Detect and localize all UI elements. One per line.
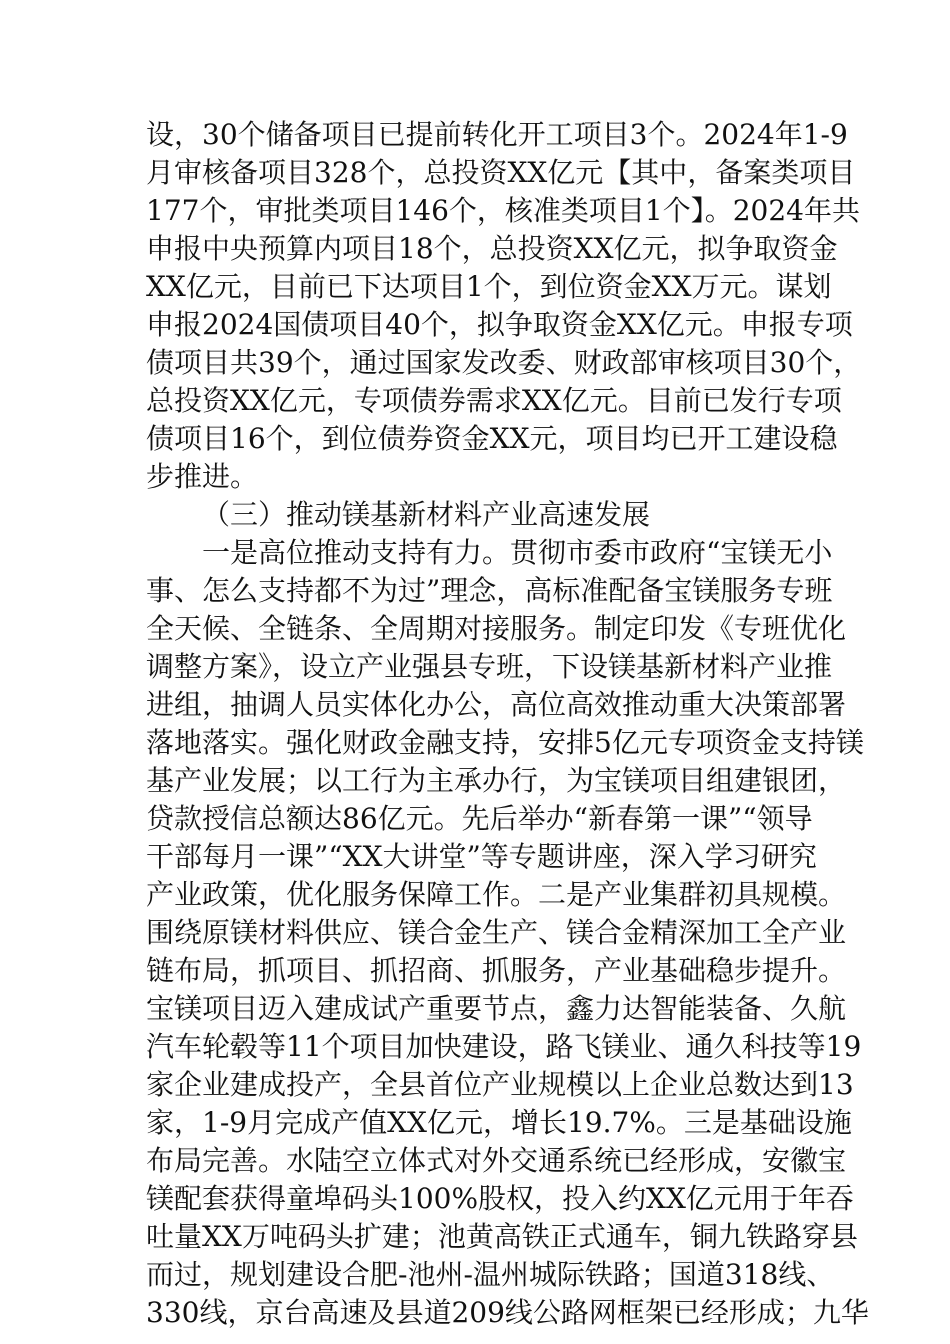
text-line: 贷款授信总额达86亿元。先后举办“新春第一课”“领导 bbox=[146, 802, 813, 835]
text-line: 基产业发展；以工行为主承办行，为宝镁项目组建银团， bbox=[146, 764, 847, 797]
section-heading: （三）推动镁基新材料产业高速发展 bbox=[202, 498, 651, 531]
text-line: 产业政策，优化服务保障工作。二是产业集群初具规模。 bbox=[146, 878, 847, 911]
text-line: 干部每月一课”“XX大讲堂”等专题讲座，深入学习研究 bbox=[146, 840, 817, 873]
text-line: 链布局，抓项目、抓招商、抓服务，产业基础稳步提升。 bbox=[146, 954, 847, 987]
text-line: 申报2024国债项目40个，拟争取资金XX亿元。申报专项 bbox=[146, 308, 853, 341]
text-line: 调整方案》，设立产业强县专班，下设镁基新材料产业推 bbox=[146, 650, 833, 683]
text-line: 家企业建成投产，全县首位产业规模以上企业总数达到13 bbox=[146, 1068, 854, 1101]
text-line: 事、怎么支持都不为过”理念，高标准配备宝镁服务专班 bbox=[146, 574, 833, 607]
text-line: 进组，抽调人员实体化办公，高位高效推动重大决策部署 bbox=[146, 688, 847, 721]
text-line: 月审核备项目328个，总投资XX亿元【其中，备案类项目 bbox=[146, 156, 856, 189]
text-line: 债项目共39个，通过国家发改委、财政部审核项目30个， bbox=[146, 346, 862, 379]
text-line: 吐量XX万吨码头扩建；池黄高铁正式通车，铜九铁路穿县 bbox=[146, 1220, 858, 1253]
text-line: 围绕原镁材料供应、镁合金生产、镁合金精深加工全产业 bbox=[146, 916, 847, 949]
text-line: 设，30个储备项目已提前转化开工项目3个。2024年1-9 bbox=[146, 118, 848, 151]
text-line: 177个，审批类项目146个，核准类项目1个】。2024年共 bbox=[146, 194, 860, 227]
text-line: 总投资XX亿元，专项债券需求XX亿元。目前已发行专项 bbox=[146, 384, 842, 417]
text-line: 330线，京台高速及县道209线公路网框架已经形成；九华 bbox=[146, 1296, 869, 1329]
text-line: 宝镁项目迈入建成试产重要节点，鑫力达智能装备、久航 bbox=[146, 992, 847, 1025]
text-line: 家，1-9月完成产值XX亿元，增长19.7%。三是基础设施 bbox=[146, 1106, 852, 1139]
text-line: 债项目16个，到位债券资金XX元，项目均已开工建设稳 bbox=[146, 422, 838, 455]
text-line: 落地落实。强化财政金融支持，安排5亿元专项资金支持镁 bbox=[146, 726, 864, 759]
text-line: 镁配套获得童埠码头100%股权，投入约XX亿元用于年吞 bbox=[146, 1182, 854, 1215]
text-line: 而过，规划建设合肥-池州-温州城际铁路；国道318线、 bbox=[146, 1258, 835, 1291]
text-line: 全天候、全链条、全周期对接服务。制定印发《专班优化 bbox=[146, 612, 847, 645]
text-line: 步推进。 bbox=[146, 460, 259, 493]
text-line: 一是高位推动支持有力。贯彻市委市政府“宝镁无小 bbox=[202, 536, 833, 569]
text-line: 汽车轮毂等11个项目加快建设，路飞镁业、通久科技等19 bbox=[146, 1030, 862, 1063]
text-line: XX亿元，目前已下达项目1个，到位资金XX万元。谋划 bbox=[146, 270, 832, 303]
text-line: 申报中央预算内项目18个，总投资XX亿元，拟争取资金 bbox=[146, 232, 838, 265]
text-line: 布局完善。水陆空立体式对外交通系统已经形成，安徽宝 bbox=[146, 1144, 847, 1177]
document-body bbox=[146, 116, 869, 1332]
